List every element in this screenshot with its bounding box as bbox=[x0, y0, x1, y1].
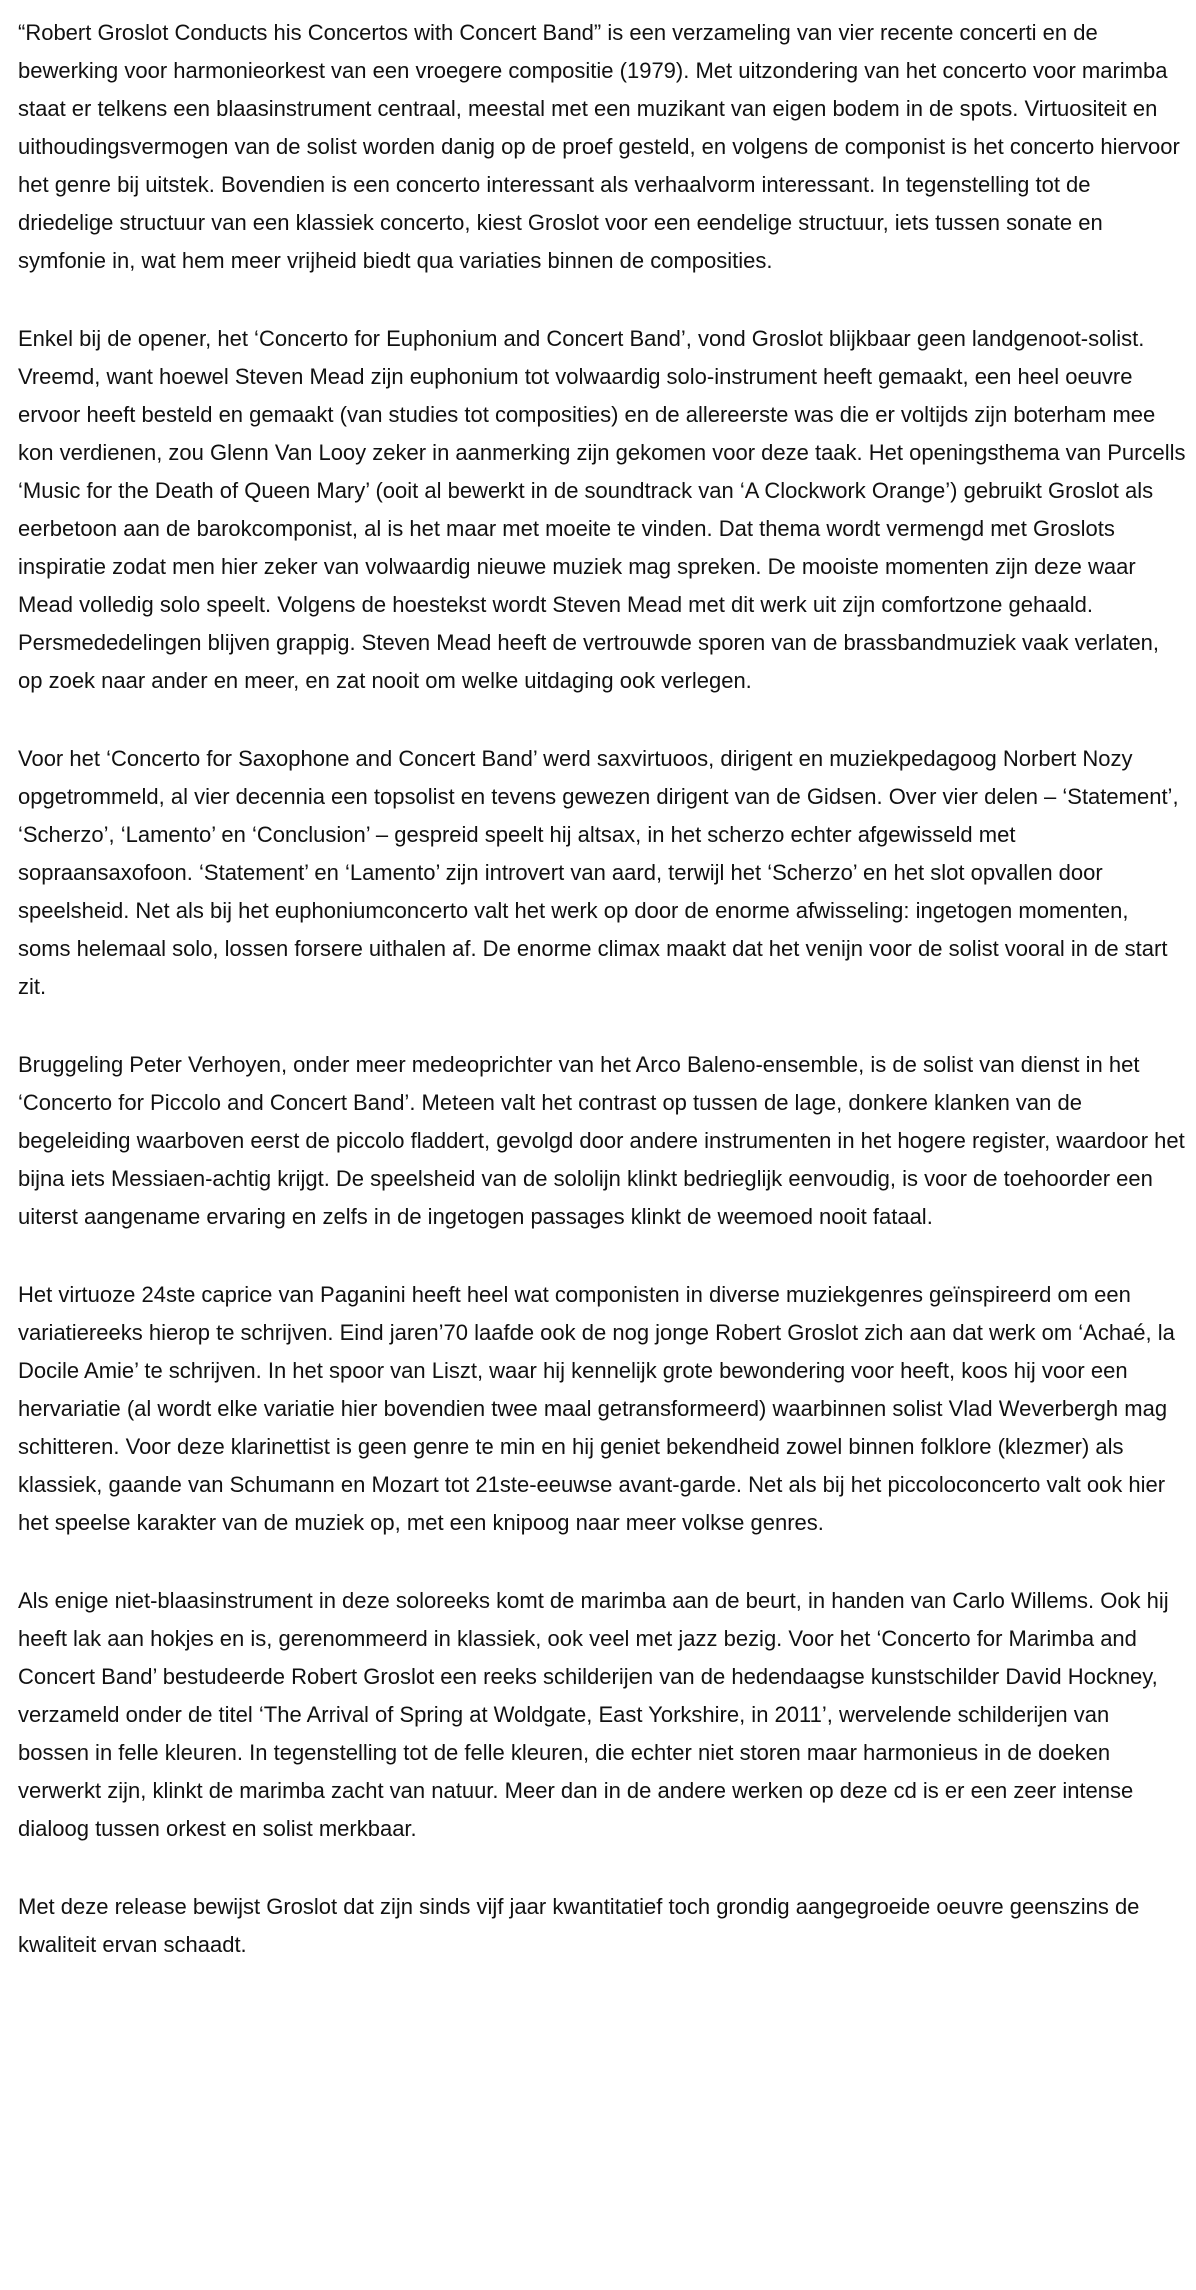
paragraph-euphonium-concerto: Enkel bij de opener, het ‘Concerto for Euphonium and Concert Band’, vond Groslot blijkbaar geen landgenoot-solist. Vreemd, want hoewel Steven Mead zijn euphonium tot volwaardig solo-instrument heeft gemaakt, een heel oeuvre ervoor heeft besteld en gemaakt (van studies tot composities) en de allereerste was die er voltijds zijn boterham mee kon verdienen, zou Glenn Van Looy zeker in aanmerking zijn gekomen voor deze taak. Het openingsthema van Purcells ‘Music for the Death of Queen Mary’ (ooit al bewerkt in de soundtrack van ‘A Clockwork Orange’) gebruikt Groslot als eerbetoon aan de barokcomponist, al is het maar met moeite te vinden. Dat thema wordt vermengd met Groslots inspiratie zodat men hier zeker van volwaardig nieuwe muziek mag spreken. De mooiste momenten zijn deze waar Mead volledig solo speelt. Volgens de hoestekst wordt Steven Mead met dit werk uit zijn comfortzone gehaald. Persmededelingen blijven grappig. Steven Mead heeft de vertrouwde sporen van de brassbandmuziek vaak verlaten, op zoek naar ander en meer, en zat nooit om welke uitdaging ook verlegen. bbox=[18, 326, 1186, 693]
paragraph-marimba-concerto: Als enige niet-blaasinstrument in deze soloreeks komt de marimba aan de beurt, in handen van Carlo Willems. Ook hij heeft lak aan hokjes en is, gerenommeerd in klassiek, ook veel met jazz bezig. Voor het ‘Concerto for Marimba and Concert Band’ bestudeerde Robert Groslot een reeks schilderijen van de hedendaagse kunstschilder David Hockney, verzameld onder de titel ‘The Arrival of Spring at Woldgate, East Yorkshire, in 2011’, wervelende schilderijen van bossen in felle kleuren. In tegenstelling tot de felle kleuren, die echter niet storen maar harmonieus in de doeken verwerkt zijn, klinkt de marimba zacht van natuur. Meer dan in de andere werken op deze cd is er een zeer intense dialoog tussen orkest en solist merkbaar. bbox=[18, 1588, 1169, 1841]
paragraph-conclusion: Met deze release bewijst Groslot dat zijn sinds vijf jaar kwantitatief toch grondig aangegroeide oeuvre geenszins de kwaliteit ervan schaadt. bbox=[18, 1894, 1140, 1957]
paragraph-intro: “Robert Groslot Conducts his Concertos with Concert Band” is een verzameling van vier recente concerti en de bewerking voor harmonieorkest van een vroegere compositie (1979). Met uitzondering van het concerto voor marimba staat er telkens een blaasinstrument centraal, meestal met een muzikant van eigen bodem in de spots. Virtuositeit en uithoudingsvermogen van de solist worden danig op de proef gesteld, en volgens de componist is het concerto hiervoor het genre bij uitstek. Bovendien is een concerto interessant als verhaalvorm interessant. In tegenstelling tot de driedelige structuur van een klassiek concerto, kiest Groslot voor een eendelige structuur, iets tussen sonate en symfonie in, wat hem meer vrijheid biedt qua variaties binnen de composities. bbox=[18, 20, 1180, 273]
paragraph-piccolo-concerto: Bruggeling Peter Verhoyen, onder meer medeoprichter van het Arco Baleno-ensemble, is de solist van dienst in het ‘Concerto for Piccolo and Concert Band’. Meteen valt het contrast op tussen de lage, donkere klanken van de begeleiding waarboven eerst de piccolo fladdert, gevolgd door andere instrumenten in het hogere register, waardoor het bijna iets Messiaen-achtig krijgt. De speelsheid van de sololijn klinkt bedrieglijk eenvoudig, is voor de toehoorder een uiterst aangename ervaring en zelfs in de ingetogen passages klinkt de weemoed nooit fataal. bbox=[18, 1052, 1185, 1229]
paragraph-paganini-variations: Het virtuoze 24ste caprice van Paganini heeft heel wat componisten in diverse muziekgenres geïnspireerd om een variatiereeks hierop te schrijven. Eind jaren’70 laafde ook de nog jonge Robert Groslot zich aan dat werk om ‘Achaé, la Docile Amie’ te schrijven. In het spoor van Liszt, waar hij kennelijk grote bewondering voor heeft, koos hij voor een hervariatie (al wordt elke variatie hier bovendien twee maal getransformeerd) waarbinnen solist Vlad Weverbergh mag schitteren. Voor deze klarinettist is geen genre te min en hij geniet bekendheid zowel binnen folklore (klezmer) als klassiek, gaande van Schumann en Mozart tot 21ste-eeuwse avant-garde. Net als bij het piccoloconcerto valt ook hier het speelse karakter van de muziek op, met een knipoog naar meer volkse genres. bbox=[18, 1282, 1175, 1535]
paragraph-saxophone-concerto: Voor het ‘Concerto for Saxophone and Concert Band’ werd saxvirtuoos, dirigent en muziekpedagoog Norbert Nozy opgetrommeld, al vier decennia een topsolist en tevens gewezen dirigent van de Gidsen. Over vier delen – ‘Statement’, ‘Scherzo’, ‘Lamento’ en ‘Conclusion’ – gespreid speelt hij altsax, in het scherzo echter afgewisseld met sopraansaxofoon. ‘Statement’ en ‘Lamento’ zijn introvert van aard, terwijl het ‘Scherzo’ en het slot opvallen door speelsheid. Net als bij het euphoniumconcerto valt het werk op door de enorme afwisseling: ingetogen momenten, soms helemaal solo, lossen forsere uithalen af. De enorme climax maakt dat het venijn voor de solist vooral in de start zit. bbox=[18, 746, 1179, 999]
